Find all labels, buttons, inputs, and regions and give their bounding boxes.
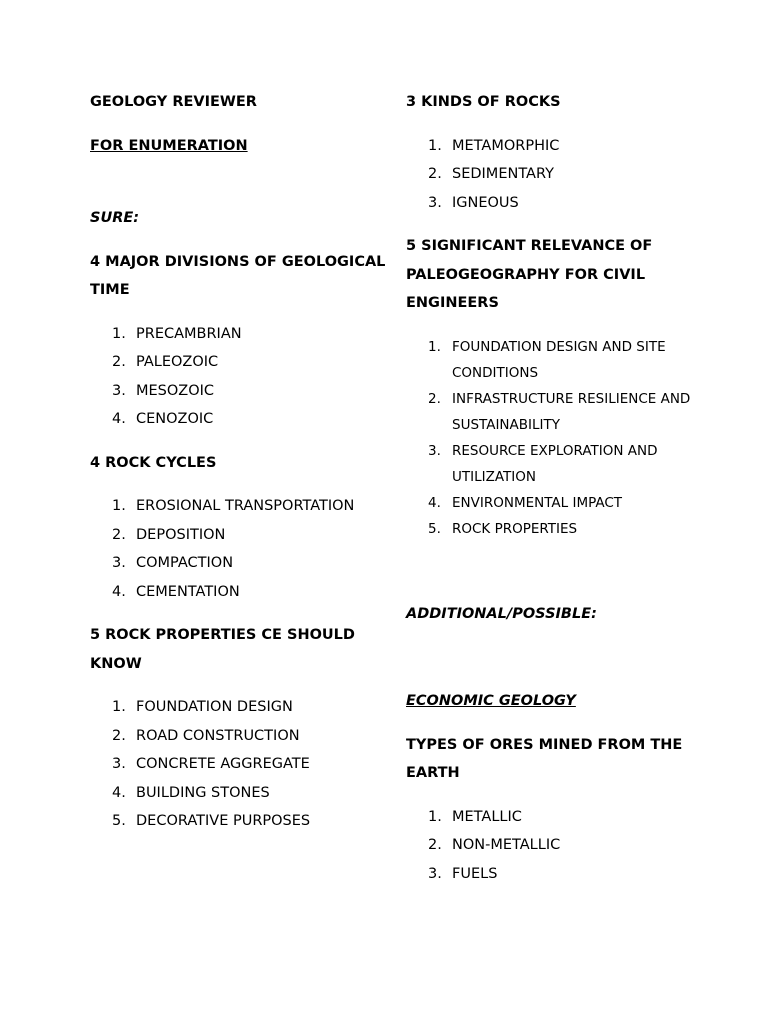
- list-number: 3.: [428, 865, 442, 882]
- list-number: 5.: [112, 813, 126, 829]
- list-number: 5.: [428, 520, 441, 537]
- list-number: 3.: [428, 194, 442, 211]
- for-enumeration-heading: FOR ENUMERATION: [90, 137, 248, 154]
- list-number: 1.: [428, 137, 442, 154]
- paleogeography-list: [406, 334, 706, 542]
- list-item-text: CONCRETE AGGREGATE: [136, 756, 310, 772]
- list-number: 2.: [112, 727, 126, 744]
- list-number: 1.: [112, 325, 126, 342]
- list-item-text: IGNEOUS: [452, 194, 519, 211]
- list-item-text: BUILDING STONES: [136, 784, 270, 801]
- sure-heading: SURE:: [90, 210, 140, 226]
- list-item: [90, 779, 390, 808]
- list-item-text: COMPACTION: [136, 555, 234, 571]
- list-number: 2.: [428, 166, 442, 182]
- list-number: 4.: [428, 494, 441, 511]
- list-item: [90, 578, 390, 607]
- kinds-of-rocks-heading: 3 KINDS OF ROCKS: [406, 94, 561, 110]
- paleogeography-heading: 5 SIGNIFICANT RELEVANCE OF PALEOGEOGRAPHY FOR CIVIL ENGINEERS: [406, 238, 653, 311]
- list-number: 1.: [428, 338, 441, 355]
- list-item-text: INFRASTRUCTURE RESILIENCE AND SUSTAINABILITY: [452, 390, 691, 433]
- list-item-text: FOUNDATION DESIGN AND SITE CONDITIONS: [452, 338, 666, 381]
- list-number: 1.: [428, 808, 442, 825]
- ores-heading: TYPES OF ORES MINED FROM THE EARTH: [406, 736, 683, 781]
- list-item: [406, 516, 706, 542]
- list-number: 3.: [428, 442, 441, 459]
- list-item-text: METAMORPHIC: [452, 137, 560, 154]
- list-number: 3.: [112, 555, 126, 571]
- list-item: [90, 521, 390, 550]
- list-item-text: METALLIC: [452, 808, 522, 825]
- list-number: 1.: [112, 498, 126, 514]
- right-column: [406, 88, 706, 888]
- list-item-text: ROCK PROPERTIES: [452, 520, 578, 537]
- list-item: [90, 549, 390, 578]
- list-item: [90, 722, 390, 751]
- list-number: 2.: [112, 354, 126, 370]
- list-number: 2.: [428, 837, 442, 853]
- list-item: [406, 189, 706, 218]
- list-item: [406, 132, 706, 161]
- list-item-text: CENOZOIC: [136, 411, 214, 427]
- document-title: GEOLOGY REVIEWER: [90, 94, 257, 110]
- list-item: [406, 831, 706, 860]
- list-item-text: SEDIMENTARY: [452, 166, 554, 182]
- list-item-text: NON-METALLIC: [452, 837, 561, 853]
- list-number: 2.: [112, 526, 126, 543]
- list-item-text: PRECAMBRIAN: [136, 325, 242, 342]
- list-item-text: MESOZOIC: [136, 382, 215, 399]
- list-item: [90, 348, 390, 377]
- list-number: 3.: [112, 756, 126, 772]
- economic-geology-heading: ECONOMIC GEOLOGY: [406, 693, 576, 709]
- list-item: [406, 490, 706, 516]
- left-column: [90, 88, 390, 836]
- list-item-text: FOUNDATION DESIGN: [136, 699, 293, 715]
- list-item-text: PALEOZOIC: [136, 354, 219, 370]
- list-item: [90, 807, 390, 836]
- list-item: [406, 334, 706, 386]
- kinds-of-rocks-list: [406, 132, 706, 218]
- list-item: [406, 803, 706, 832]
- list-number: 4.: [112, 411, 126, 427]
- list-item: [90, 320, 390, 349]
- rock-properties-list: [90, 693, 390, 836]
- list-item: [406, 386, 706, 438]
- list-item-text: DEPOSITION: [136, 526, 226, 543]
- list-item-text: DECORATIVE PURPOSES: [136, 813, 311, 829]
- list-number: 4.: [112, 784, 126, 801]
- list-item: [90, 693, 390, 722]
- rock-cycles-list: [90, 492, 390, 606]
- list-item: [90, 377, 390, 406]
- list-item: [406, 438, 706, 490]
- list-item-text: FUELS: [452, 865, 498, 882]
- list-item-text: CEMENTATION: [136, 583, 240, 600]
- list-item-text: RESOURCE EXPLORATION AND UTILIZATION: [452, 442, 658, 485]
- list-item-text: EROSIONAL TRANSPORTATION: [136, 498, 355, 514]
- list-item: [90, 405, 390, 434]
- rock-properties-heading: 5 ROCK PROPERTIES CE SHOULD KNOW: [90, 627, 355, 672]
- rock-cycles-heading: 4 ROCK CYCLES: [90, 454, 217, 471]
- list-number: 3.: [112, 382, 126, 399]
- list-number: 2.: [428, 390, 441, 407]
- list-item-text: ROAD CONSTRUCTION: [136, 727, 300, 744]
- list-number: 4.: [112, 583, 126, 600]
- list-number: 1.: [112, 699, 126, 715]
- divisions-list: [90, 320, 390, 434]
- list-item: [406, 160, 706, 189]
- list-item: [90, 750, 390, 779]
- divisions-heading: 4 MAJOR DIVISIONS OF GEOLOGICAL TIME: [90, 253, 386, 298]
- list-item-text: ENVIRONMENTAL IMPACT: [452, 494, 623, 511]
- list-item: [90, 492, 390, 521]
- ores-list: [406, 803, 706, 889]
- additional-heading: ADDITIONAL/POSSIBLE:: [406, 605, 597, 622]
- list-item: [406, 860, 706, 889]
